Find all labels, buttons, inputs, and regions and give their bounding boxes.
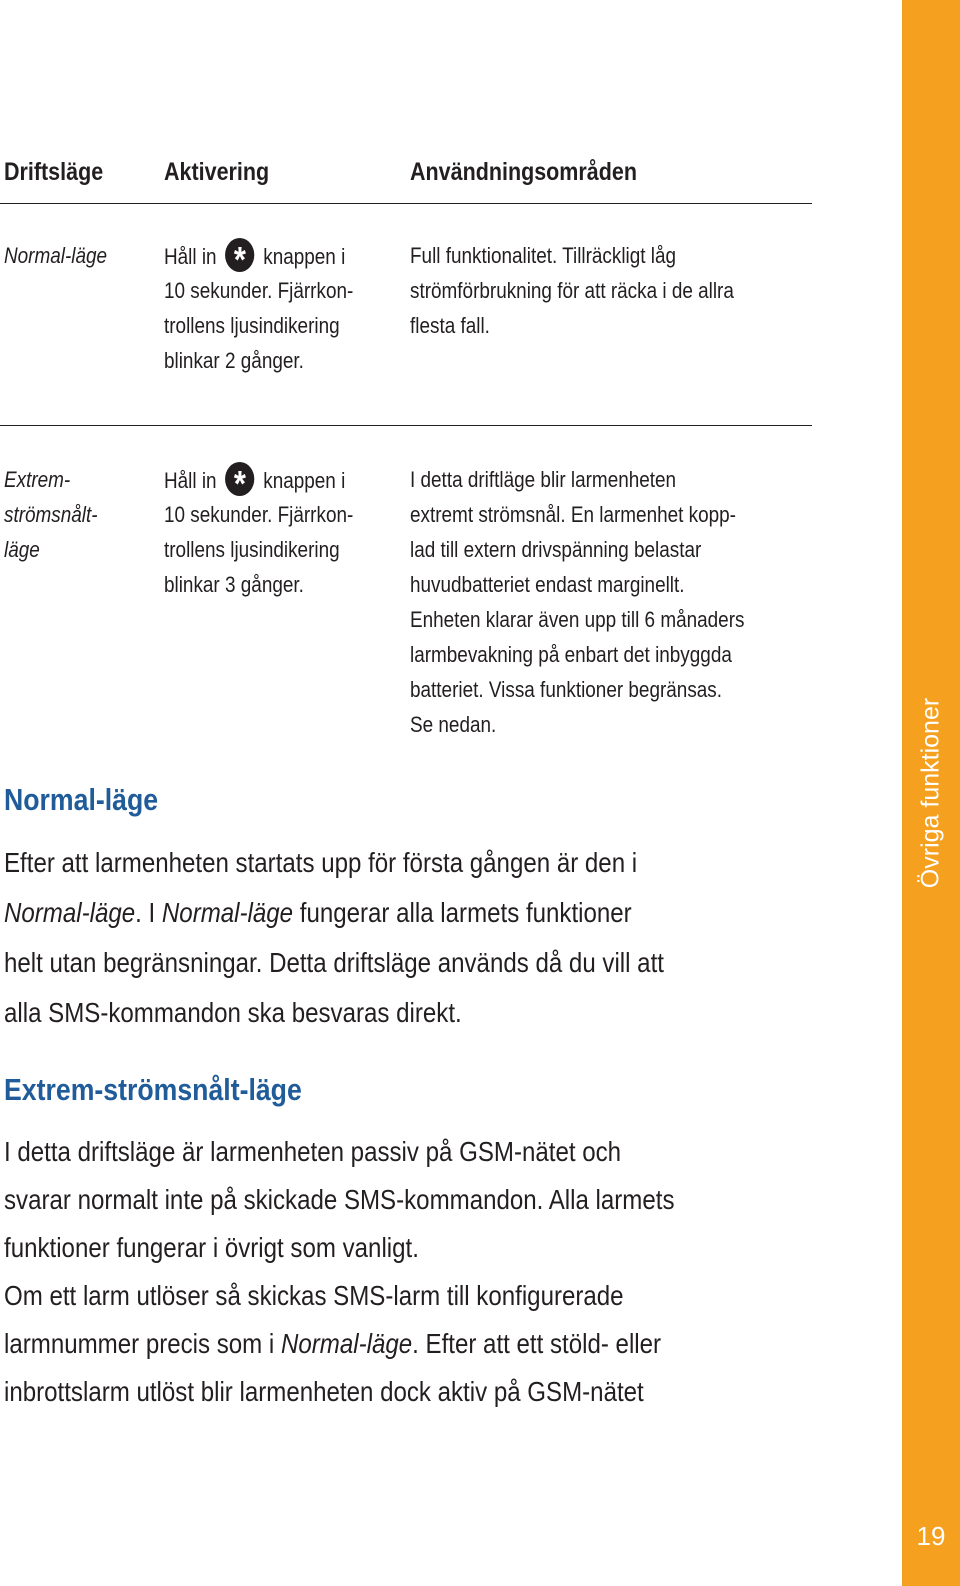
table-row-rule bbox=[0, 425, 812, 426]
table-header-rule bbox=[0, 203, 812, 204]
page-number: 19 bbox=[916, 1521, 946, 1551]
section-body-normal: Efter att larmenheten startats upp för första gången är den i Normal-läge. I Normal-läge fungerar alla larmets funktioner helt utan begränsningar. Detta driftsläge används då du vill att alla SMS-kommandon ska besvaras direkt. bbox=[4, 847, 664, 1028]
column-header-usage: Användningsområden bbox=[410, 158, 637, 186]
section-heading-normal: Normal-läge bbox=[4, 782, 159, 817]
section-heading-extreme: Extrem-strömsnålt-läge bbox=[4, 1072, 302, 1107]
table-row-1-activation: Håll in * knappen i 10 sekunder. Fjärrkon- trollens ljusindikering blinkar 2 gånger. bbox=[164, 239, 354, 373]
section-body-extreme: I detta driftsläge är larmenheten passiv på GSM-nätet och svarar normalt inte på skickade SMS-kommandon. Alla larmets funktioner fungerar i övrigt som vanligt. Om ett larm utlöser så skickas SMS-larm till konfigurerade larmnummer precis som i Normal-läge. Efter att ett stöld- eller inbrottslarm utlöst blir larmenheten dock aktiv på GSM-nätet bbox=[4, 1136, 675, 1407]
column-header-mode: Driftsläge bbox=[4, 158, 104, 186]
table-row-2-mode: Extrem- strömsnålt- läge bbox=[4, 467, 98, 562]
table-row-2-activation: Håll in * knappen i 10 sekunder. Fjärrkon- trollens ljusindikering blinkar 3 gånger. bbox=[164, 463, 354, 597]
chapter-label: Övriga funktioner bbox=[916, 697, 945, 889]
table-row-1-mode: Normal-läge bbox=[4, 243, 108, 268]
table-row-1-usage: Full funktionalitet. Tillräckligt låg strömförbrukning för att räcka i de allra flesta fall. bbox=[410, 243, 734, 338]
column-header-activation: Aktivering bbox=[164, 158, 270, 186]
table-row-2-usage: I detta driftläge blir larmenheten extremt strömsnål. En larmenhet kopp- lad till extern drivspänning belastar huvudbatteriet endast marginellt. Enheten klarar även upp till 6 månaders larmbevakning på enbart det inbyggda batteriet. Vissa funktioner begränsas. Se nedan. bbox=[410, 467, 745, 737]
asterisk-button-icon: * bbox=[225, 462, 254, 496]
asterisk-button-icon: * bbox=[225, 238, 254, 272]
